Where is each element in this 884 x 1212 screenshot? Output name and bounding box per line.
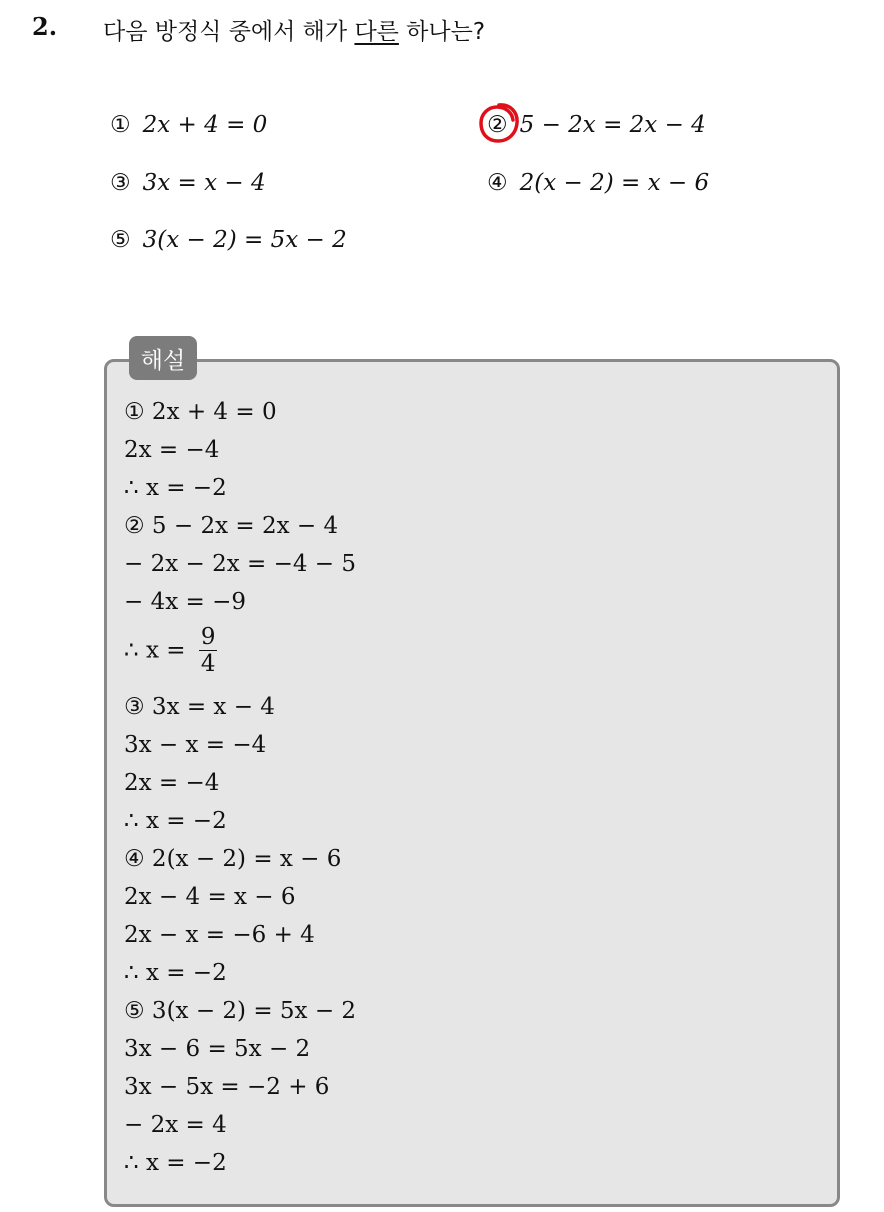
selected-answer-circle-icon: [477, 101, 521, 145]
solution-line-2: 2x = −4: [124, 437, 220, 463]
choice-1-mark: ①: [110, 112, 131, 138]
solution-line-19: − 2x = 4: [124, 1112, 227, 1138]
fraction-numerator: 9: [200, 624, 216, 650]
question-text-before: 다음 방정식 중에서 해가: [103, 19, 355, 45]
solution-line-18: 3x − 5x = −2 + 6: [124, 1074, 330, 1100]
solution-line-8: ③ 3x = x − 4: [124, 694, 275, 720]
choice-1-expr: 2x + 4 = 0: [142, 112, 268, 138]
solution-fraction: [199, 624, 218, 677]
question-underlined-word: 다른: [354, 19, 399, 45]
solution-line-14: 2x − x = −6 + 4: [124, 922, 315, 948]
question-text-after: 하나는?: [398, 19, 486, 45]
solution-line-16: ⑤ 3(x − 2) = 5x − 2: [124, 998, 357, 1024]
choice-4-mark: ④: [487, 170, 508, 196]
choice-1[interactable]: [110, 112, 267, 138]
choice-3-expr: 3x = x − 4: [142, 170, 266, 196]
fraction-denominator: 4: [200, 651, 216, 677]
choice-3-mark: ③: [110, 170, 131, 196]
solution-line-12: ④ 2(x − 2) = x − 6: [124, 846, 342, 872]
question-text: [103, 13, 485, 46]
solution-line-1: ① 2x + 4 = 0: [124, 399, 277, 425]
solution-line-13: 2x − 4 = x − 6: [124, 884, 296, 910]
solution-line-10: 2x = −4: [124, 770, 220, 796]
solution-tab-label: 해설: [129, 336, 197, 380]
choice-5-expr: 3(x − 2) = 5x − 2: [142, 227, 347, 253]
solution-line-6: − 4x = −9: [124, 589, 246, 615]
solution-line-17: 3x − 6 = 5x − 2: [124, 1036, 311, 1062]
solution-line-7-text: ∴ x =: [124, 637, 186, 664]
solution-line-4: ② 5 − 2x = 2x − 4: [124, 513, 339, 539]
solution-line-15: ∴ x = −2: [124, 960, 227, 986]
choice-2-mark: ②: [487, 112, 508, 138]
solution-line-20: ∴ x = −2: [124, 1150, 227, 1176]
choice-3[interactable]: [110, 170, 266, 196]
solution-line-3: ∴ x = −2: [124, 475, 227, 501]
choice-4[interactable]: [487, 170, 709, 196]
choice-5[interactable]: [110, 227, 347, 253]
choice-4-expr: 2(x − 2) = x − 6: [519, 170, 710, 196]
solution-line-7: [124, 624, 217, 677]
question-number: 2.: [32, 12, 58, 41]
solution-line-9: 3x − x = −4: [124, 732, 267, 758]
choice-2-expr: 5 − 2x = 2x − 4: [519, 112, 706, 138]
solution-line-11: ∴ x = −2: [124, 808, 227, 834]
choice-5-mark: ⑤: [110, 227, 131, 253]
solution-line-5: − 2x − 2x = −4 − 5: [124, 551, 357, 577]
